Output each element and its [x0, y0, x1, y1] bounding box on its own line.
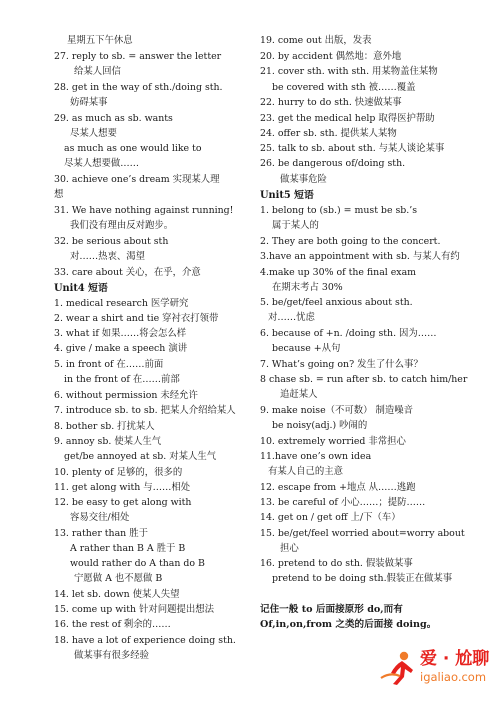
phrase-line: because +从句 — [272, 343, 341, 354]
phrase-line: 对……忧虑 — [268, 312, 315, 323]
phrase-line: 3. what if 如果……将会怎么样 — [54, 328, 187, 339]
phrase-line: 做某事危险 — [280, 174, 327, 185]
phrase-line: 13. rather than 胜于 — [54, 528, 148, 539]
phrase-line: 18. have a lot of experience doing sth. — [54, 635, 236, 646]
phrase-line: 9. annoy sb. 使某人生气 — [54, 436, 162, 447]
phrase-line: 15. come up with 针对问题提出想法 — [54, 604, 215, 615]
phrase-line: 9. make noise（不可数） 制造噪音 — [260, 405, 414, 416]
phrase-line: 在期末考占 30% — [272, 282, 343, 293]
phrase-line: 12. escape from +地点 从……逃跑 — [260, 482, 416, 493]
phrase-line: 10. extremely worried 非常担心 — [260, 436, 406, 447]
phrase-line: 容易交往/相处 — [70, 512, 130, 523]
phrase-line: 我们没有理由反对跑步。 — [70, 220, 174, 231]
phrase-line: 属于某人的 — [272, 220, 319, 231]
phrase-line: 11.have one’s own idea — [260, 451, 372, 462]
phrase-line: 8. bother sb. 打扰某人 — [54, 421, 155, 432]
phrase-line: 担心 — [280, 543, 299, 554]
phrase-line: 33. care about 关心，在乎，介意 — [54, 267, 201, 278]
phrase-line: 21. cover sth. with sth. 用某物盖住某物 — [260, 66, 438, 77]
phrase-line: 尽某人想要做…… — [64, 158, 140, 169]
phrase-line: 16. pretend to do sth. 假装做某事 — [260, 558, 413, 569]
phrase-line: 4.make up 30% of the final exam — [260, 267, 417, 278]
phrase-line: 1. belong to (sb.) = must be sb.’s — [260, 205, 418, 216]
watermark-title: 爱 · 尬聊 — [420, 649, 490, 669]
phrase-line: 31. We have nothing against running! — [54, 205, 234, 216]
phrase-line: as much as one would like to — [64, 143, 202, 154]
phrase-line: 2. wear a shirt and tie 穿衬衣打领带 — [54, 313, 219, 324]
phrase-line: 6. without permission 未经允许 — [54, 390, 198, 401]
phrase-line: 14. let sb. down 使某人失望 — [54, 589, 180, 600]
phrase-line: A rather than B A 胜于 B — [70, 543, 186, 554]
section-heading: Unit4 短语 — [54, 283, 108, 294]
phrase-line: 给某人回信 — [74, 66, 121, 77]
phrase-line: 13. be careful of 小心……；提防…… — [260, 497, 426, 508]
phrase-line: 15. be/get/feel worried about=worry about — [260, 528, 465, 539]
phrase-line: 10. plenty of 足够的，很多的 — [54, 467, 183, 478]
phrase-line: get/be annoyed at sb. 对某人生气 — [64, 451, 217, 462]
phrase-line: 1. medical research 医学研究 — [54, 298, 189, 309]
phrase-line: 3.have an appointment with sb. 与某人有约 — [260, 251, 460, 262]
phrase-line: 5. in front of 在……前面 — [54, 359, 164, 370]
phrase-line: 7. What’s going on? 发生了什么事？ — [260, 359, 423, 370]
phrase-line: pretend to be doing sth.假装正在做某事 — [272, 573, 453, 584]
phrase-line: be noisy(adj.) 吵闹的 — [272, 420, 368, 431]
phrase-line: 做某事有很多经验 — [74, 650, 150, 661]
phrase-line: 12. be easy to get along with — [54, 497, 192, 508]
phrase-line: 26. be dangerous of/doing sth. — [260, 158, 406, 169]
phrase-line: 27. reply to sb. = answer the letter — [54, 51, 222, 62]
phrase-line: 14. get on / get off 上/下（车） — [260, 512, 401, 523]
phrase-line: 30. achieve one’s dream 实现某人理 — [54, 174, 220, 185]
phrase-line: 19. come out 出版，发表 — [260, 35, 372, 46]
phrase-line: 想 — [54, 189, 64, 200]
phrase-line: in the front of 在……前部 — [64, 374, 180, 385]
phrase-line: 32. be serious about sth — [54, 236, 169, 247]
phrase-line: be covered with sth 被……覆盖 — [272, 82, 416, 93]
phrase-line: 妨碍某事 — [70, 97, 108, 108]
phrase-line: 宁愿做 A 也不愿做 B — [74, 573, 163, 584]
phrase-line: 8 chase sb. = run after sb. to catch him/her — [260, 374, 468, 385]
phrase-line: 16. the rest of 剩余的…… — [54, 619, 171, 630]
phrase-line: 6. because of +n. /doing sth. 因为…… — [260, 328, 437, 339]
phrase-line: 25. talk to sb. about sth. 与某人谈论某事 — [260, 143, 445, 154]
phrase-line: 有某人自己的主意 — [268, 466, 344, 477]
phrase-line: 28. get in the way of sth./doing sth. — [54, 82, 223, 93]
phrase-line: 2. They are both going to the concert. — [260, 236, 441, 247]
phrase-line: 对……热衷、渴望 — [70, 251, 146, 262]
phrase-line: 5. be/get/feel anxious about sth. — [260, 297, 413, 308]
phrase-line: 24. offer sb. sth. 提供某人某物 — [260, 128, 397, 139]
grammar-note-line: 记住一般 to 后面接原形 do,而有 — [260, 604, 403, 615]
runner-logo-icon — [378, 648, 418, 688]
phrase-line: 29. as much as sb. wants — [54, 113, 173, 124]
phrase-line: 23. get the medical help 取得医护帮助 — [260, 113, 435, 124]
phrase-line: 7. introduce sb. to sb. 把某人介绍给某人 — [54, 405, 236, 416]
phrase-line: 追赶某人 — [280, 389, 318, 400]
grammar-note-line: Of,in,on,from 之类的后面接 doing。 — [260, 619, 437, 630]
phrase-line: 11. get along with 与……相处 — [54, 482, 191, 493]
phrase-line: 20. by accident 偶然地：意外地 — [260, 51, 402, 62]
phrase-line: 22. hurry to do sth. 快速做某事 — [260, 97, 402, 108]
phrase-line: would rather do A than do B — [70, 558, 205, 569]
phrase-line: 星期五下午休息 — [67, 35, 133, 46]
watermark-url: igaliao.com — [420, 670, 487, 684]
phrase-line: 4. give / make a speech 演讲 — [54, 343, 188, 354]
site-watermark — [378, 648, 496, 700]
phrase-line: 尽某人想要 — [70, 128, 117, 139]
section-heading: Unit5 短语 — [260, 190, 314, 201]
